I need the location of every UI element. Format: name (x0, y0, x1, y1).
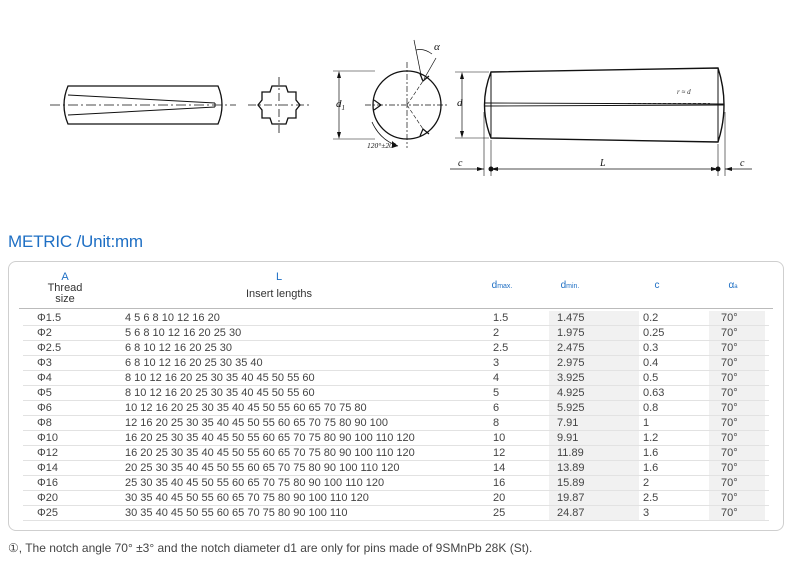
cell-thread-size: Φ5 (37, 387, 52, 399)
cell-dmin: 7.91 (557, 417, 579, 429)
cell-dmin: 5.925 (557, 402, 585, 414)
table-row (9, 386, 783, 401)
cell-thread-size: Φ16 (37, 477, 59, 489)
header-c: c (654, 280, 660, 291)
alpha-label: α (434, 41, 440, 53)
cell-insert-lengths: 6 8 10 12 16 20 25 30 35 40 (125, 357, 263, 369)
cell-alpha: 70° (721, 327, 738, 339)
cell-dmin: 4.925 (557, 387, 585, 399)
cell-c: 0.4 (643, 357, 659, 369)
dimension-dot-right (716, 167, 721, 172)
cell-dmin: 9.91 (557, 432, 579, 444)
cell-insert-lengths: 16 20 25 30 35 40 45 50 55 60 65 70 75 80 90 100 110 120 (125, 447, 415, 459)
cell-dmin: 2.975 (557, 357, 585, 369)
cell-alpha: 70° (721, 357, 738, 369)
cell-dmax: 2 (493, 327, 500, 339)
cell-dmax: 2.5 (493, 342, 509, 354)
cell-c: 1.6 (643, 462, 659, 474)
cell-dmin: 1.975 (557, 327, 585, 339)
cell-alpha: 70° (721, 387, 738, 399)
cell-alpha: 70° (721, 372, 738, 384)
cell-insert-lengths: 4 5 6 8 10 12 16 20 (125, 312, 220, 324)
cell-thread-size: Φ1.5 (37, 312, 62, 324)
cell-dmin: 13.89 (557, 462, 585, 474)
d-label: d (457, 97, 463, 109)
cell-c: 1 (643, 417, 650, 429)
cell-insert-lengths: 10 12 16 20 25 30 35 40 45 50 55 60 65 70 75 80 (125, 402, 367, 414)
notch-detail (333, 40, 449, 148)
header-dmax: dmax. (491, 280, 513, 291)
radius-note: r ≈ d (677, 88, 691, 96)
c-left-label: c (458, 158, 463, 169)
table-row (9, 491, 783, 506)
dimension-dot-left (489, 167, 494, 172)
cell-insert-lengths: 30 35 40 45 50 55 60 65 70 75 80 90 100 110 120 (125, 492, 369, 504)
table-row (9, 476, 783, 491)
header-dmin: dmin. (560, 280, 580, 291)
cell-insert-lengths: 25 30 35 40 45 50 55 60 65 70 75 80 90 100 110 120 (125, 477, 385, 489)
cell-c: 2.5 (643, 492, 659, 504)
cell-insert-lengths: 20 25 30 35 40 45 50 55 60 65 70 75 80 90 100 110 120 (125, 462, 400, 474)
table-row (9, 341, 783, 356)
cell-c: 0.63 (643, 387, 665, 399)
cell-dmax: 12 (493, 447, 506, 459)
pin-technical-drawing (0, 0, 790, 200)
cell-dmax: 10 (493, 432, 506, 444)
table-row (9, 461, 783, 476)
cell-c: 1.6 (643, 447, 659, 459)
cell-insert-lengths: 6 8 10 12 16 20 25 30 (125, 342, 233, 354)
cell-thread-size: Φ14 (37, 462, 59, 474)
cell-thread-size: Φ20 (37, 492, 59, 504)
cell-dmin: 15.89 (557, 477, 585, 489)
cell-dmax: 6 (493, 402, 500, 414)
cell-thread-size: Φ3 (37, 357, 52, 369)
cell-insert-lengths: 30 35 40 45 50 55 60 65 70 75 80 90 100 110 (125, 507, 348, 519)
table-row (9, 311, 783, 326)
cell-c: 0.25 (643, 327, 665, 339)
cell-dmin: 1.475 (557, 312, 585, 324)
cell-alpha: 70° (721, 342, 738, 354)
header-divider (19, 308, 773, 309)
cell-dmax: 1.5 (493, 312, 509, 324)
header-thread-size: A Thread size (47, 271, 83, 305)
cell-thread-size: Φ10 (37, 432, 59, 444)
cell-dmax: 4 (493, 372, 500, 384)
table-header (9, 262, 783, 308)
section-title: METRIC /Unit:mm (8, 232, 143, 251)
cell-c: 0.3 (643, 342, 659, 354)
cell-c: 0.8 (643, 402, 659, 414)
table-row (9, 506, 783, 521)
angle-label: 120°±20° (367, 141, 396, 150)
footnote: ①, The notch angle 70° ±3° and the notch diameter d1 are only for pins made of 9SMnPb 28K (St). (8, 541, 533, 555)
row-divider (23, 520, 769, 521)
d1-label: $d_1$ (336, 98, 345, 112)
length-label: L (600, 158, 606, 169)
cell-thread-size: Φ2 (37, 327, 52, 339)
cell-dmax: 5 (493, 387, 500, 399)
cell-c: 2 (643, 477, 650, 489)
cell-alpha: 70° (721, 447, 738, 459)
cell-alpha: 70° (721, 402, 738, 414)
header-alpha: αa (728, 280, 738, 291)
cell-alpha: 70° (721, 432, 738, 444)
cell-thread-size: Φ2.5 (37, 342, 62, 354)
table-row (9, 416, 783, 431)
cell-alpha: 70° (721, 492, 738, 504)
table-row (9, 356, 783, 371)
table-row (9, 371, 783, 386)
c-right-label: c (740, 158, 745, 169)
table-body (9, 311, 783, 521)
cell-alpha: 70° (721, 312, 738, 324)
cell-thread-size: Φ4 (37, 372, 52, 384)
cell-thread-size: Φ6 (37, 402, 52, 414)
table-row (9, 446, 783, 461)
table-row (9, 401, 783, 416)
cell-dmax: 16 (493, 477, 506, 489)
cell-dmax: 8 (493, 417, 500, 429)
cell-dmax: 3 (493, 357, 500, 369)
cell-dmax: 25 (493, 507, 506, 519)
table-row (9, 431, 783, 446)
cell-insert-lengths: 5 6 8 10 12 16 20 25 30 (125, 327, 242, 339)
cell-c: 0.2 (643, 312, 659, 324)
cell-thread-size: Φ12 (37, 447, 59, 459)
cell-insert-lengths: 16 20 25 30 35 40 45 50 55 60 65 70 75 80 90 100 110 120 (125, 432, 415, 444)
cell-dmax: 14 (493, 462, 506, 474)
cell-alpha: 70° (721, 477, 738, 489)
cell-dmin: 19.87 (557, 492, 585, 504)
cell-dmin: 3.925 (557, 372, 585, 384)
cell-dmin: 11.89 (557, 447, 584, 459)
dimensions-table (8, 261, 784, 531)
cell-alpha: 70° (721, 417, 738, 429)
cell-insert-lengths: 12 16 20 25 30 35 40 45 50 55 60 65 70 75 80 90 100 (125, 417, 389, 429)
cell-insert-lengths: 8 10 12 16 20 25 30 35 40 45 50 55 60 (125, 387, 315, 399)
table-row (9, 326, 783, 341)
cell-dmin: 24.87 (557, 507, 585, 519)
cell-thread-size: Φ25 (37, 507, 59, 519)
cell-c: 3 (643, 507, 650, 519)
cell-alpha: 70° (721, 462, 738, 474)
cell-thread-size: Φ8 (37, 417, 52, 429)
cell-insert-lengths: 8 10 12 16 20 25 30 35 40 45 50 55 60 (125, 372, 315, 384)
cell-alpha: 70° (721, 507, 738, 519)
cell-c: 1.2 (643, 432, 659, 444)
cell-c: 0.5 (643, 372, 659, 384)
cell-dmax: 20 (493, 492, 506, 504)
header-insert-lengths: L Insert lengths (245, 271, 313, 300)
cell-dmin: 2.475 (557, 342, 585, 354)
